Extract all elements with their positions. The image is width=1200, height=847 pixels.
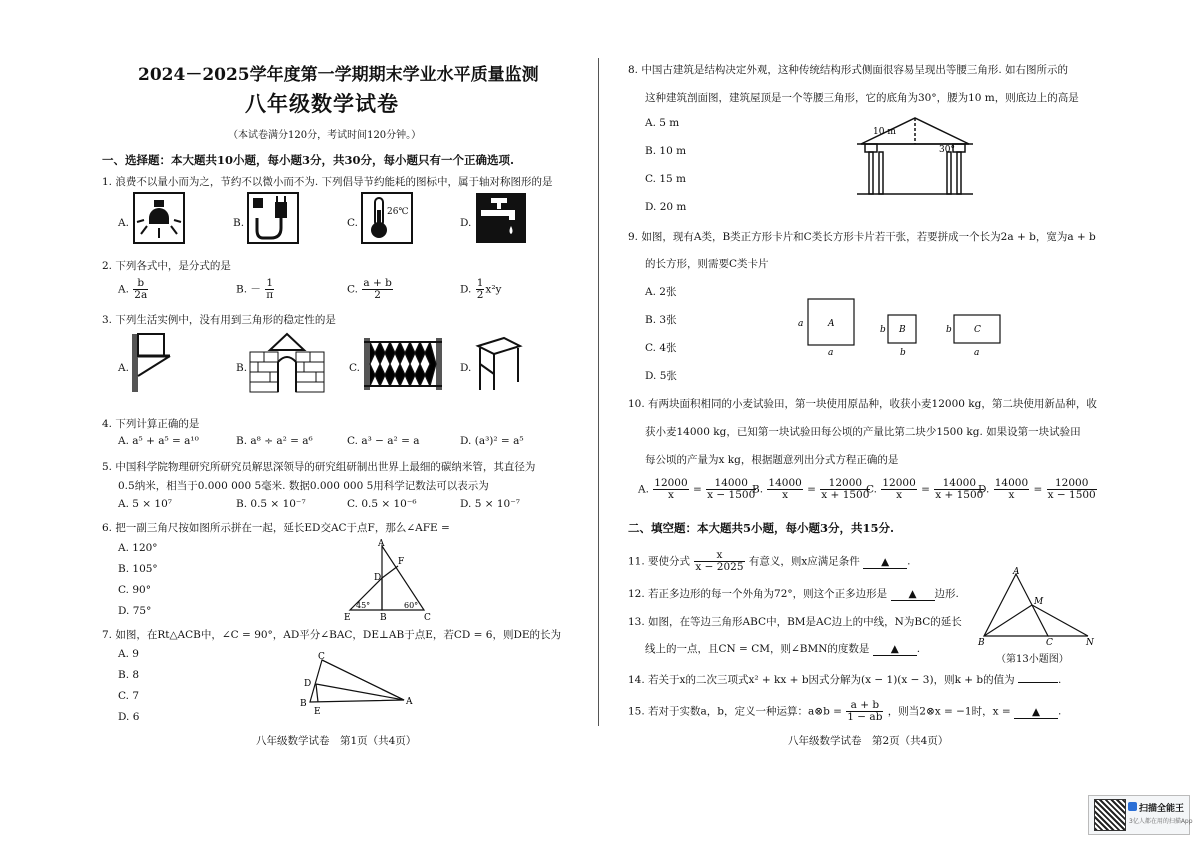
q8-option-b: B. 10 m bbox=[645, 145, 687, 157]
q7-option-c: C. 7 bbox=[118, 690, 140, 702]
q10-option-b: B. $\frac{14000}{x}$ = $\frac{12000}{x + 1500}$ bbox=[752, 477, 870, 502]
q5-option-b: B. 0.5 × 10⁻⁷ bbox=[236, 498, 306, 510]
q10-option-d: D. $\frac{14000}{x}$ = $\frac{12000}{x - 1500}$ bbox=[978, 477, 1096, 502]
q4-option-d: D. (a³)² = a⁵ bbox=[460, 435, 524, 447]
section2-heading: 二、填空题：本大题共5小题，每小题3分，共15分. bbox=[628, 521, 895, 535]
q9-a-side: a bbox=[798, 319, 804, 329]
q3-label-d: D. bbox=[460, 362, 472, 374]
q9-cards-figure bbox=[796, 295, 1016, 361]
q9-card-c: C bbox=[974, 325, 981, 335]
q13-line2: 线上的一点，且CN = CM，则∠BMN的度数是 ▲ . bbox=[645, 643, 921, 655]
q11: 11. 要使分式 $\frac{x}{x - 2025}$ 有意义，则x应满足条件 ▲ . bbox=[628, 549, 911, 574]
q10-line3: 每公顷的产量为x kg，根据题意列出分式方程正确的是 bbox=[645, 454, 899, 466]
q1-label-d: D. bbox=[460, 217, 472, 229]
q6-angle-60: 60° bbox=[404, 601, 419, 610]
q5-option-c: C. 0.5 × 10⁻⁶ bbox=[347, 498, 417, 510]
faucet-icon bbox=[475, 192, 527, 244]
lightbulb-icon bbox=[133, 192, 185, 244]
q6-triangle-figure bbox=[340, 538, 440, 622]
q8-option-a: A. 5 m bbox=[645, 117, 680, 129]
watermark-brand: 扫描全能王 bbox=[1139, 804, 1185, 814]
q10-option-c: C. $\frac{12000}{x}$ = $\frac{14000}{x + 1500}$ bbox=[866, 477, 984, 502]
plug-icon bbox=[247, 192, 299, 244]
q8-building-figure bbox=[855, 112, 975, 198]
q7-triangle-figure bbox=[292, 650, 422, 720]
q3-label-b: B. bbox=[236, 362, 248, 374]
q12: 12. 若正多边形的每一个外角为72°，则这个正多边形是 ▲ 边形. bbox=[628, 588, 959, 600]
q2-stem: 2. 下列各式中，是分式的是 bbox=[102, 260, 231, 272]
q3-stem: 3. 下列生活实例中，没有用到三角形的稳定性的是 bbox=[102, 314, 336, 326]
q9-c-side: b bbox=[946, 325, 952, 335]
q13-label-n: N bbox=[1086, 638, 1094, 646]
q6-label-b: B bbox=[380, 613, 387, 622]
q6-label-a: A bbox=[378, 539, 385, 549]
q3-label-a: A. bbox=[118, 362, 129, 374]
q1-temp-label: 26℃ bbox=[387, 207, 409, 217]
brick-gate-figure bbox=[248, 332, 326, 394]
page-divider bbox=[598, 58, 599, 726]
section1-heading: 一、选择题：本大题共10小题，每小题3分，共30分，每小题只有一个正确选项. bbox=[102, 153, 515, 167]
q9-card-a: A bbox=[828, 319, 835, 329]
q5-option-d: D. 5 × 10⁻⁷ bbox=[460, 498, 520, 510]
q9-c-bottom: a bbox=[974, 348, 980, 358]
q6-option-b: B. 105° bbox=[118, 563, 158, 575]
q3-label-c: C. bbox=[349, 362, 360, 374]
qr-code-icon bbox=[1094, 799, 1126, 831]
q5-line2: 0.5纳米，相当于0.000 000 5毫米. 数据0.000 000 5用科学记数法可以表示为 bbox=[118, 480, 489, 492]
q8-line1: 8. 中国古建筑是结构决定外观，这种传统结构形式侧面很容易呈现出等腰三角形. 如右图所示的 bbox=[628, 64, 1069, 76]
q4-option-c: C. a³ − a² = a bbox=[347, 435, 420, 447]
q14: 14. 若关于x的二次三项式x² + kx + b因式分解为(x − 1)(x − 3)，则k + b的值为 . bbox=[628, 674, 1062, 686]
q6-label-e: E bbox=[344, 613, 351, 622]
q4-stem: 4. 下列计算正确的是 bbox=[102, 418, 200, 430]
q10-option-a: A. $\frac{12000}{x}$ = $\frac{14000}{x - 1500}$ bbox=[638, 477, 756, 502]
q9-a-bottom: a bbox=[828, 348, 834, 358]
q2-option-a: A. $\frac{b}{2a}$ bbox=[118, 277, 148, 302]
q7-label-b: B bbox=[300, 699, 307, 709]
q1-label-c: C. bbox=[347, 217, 358, 229]
q13-label-b: B bbox=[978, 638, 985, 646]
q14-blank bbox=[1018, 682, 1058, 683]
q8-angle-label: 30° bbox=[939, 145, 955, 155]
q6-label-c: C bbox=[424, 613, 431, 622]
q4-option-a: A. a⁵ + a⁵ = a¹⁰ bbox=[118, 435, 199, 447]
q13-line1: 13. 如图，在等边三角形ABC中，BM是AC边上的中线，N为BC的延长 bbox=[628, 616, 962, 628]
q8-option-c: C. 15 m bbox=[645, 173, 686, 185]
footer-right: 八年级数学试卷 第2页（共4页） bbox=[788, 735, 949, 747]
scanner-logo-icon bbox=[1128, 802, 1137, 811]
q9-option-b: B. 3张 bbox=[645, 314, 677, 326]
q9-option-c: C. 4张 bbox=[645, 342, 677, 354]
q13-blank: ▲ bbox=[873, 643, 917, 656]
q6-option-c: C. 90° bbox=[118, 584, 151, 596]
q13-triangle-figure bbox=[976, 566, 1096, 646]
q2-option-d: D. $\frac{1}{2}$ x²y bbox=[460, 277, 502, 302]
q9-option-a: A. 2张 bbox=[645, 286, 677, 298]
q8-option-d: D. 20 m bbox=[645, 201, 687, 213]
q12-blank: ▲ bbox=[891, 588, 935, 601]
q7-label-c: C bbox=[318, 652, 325, 662]
q6-option-a: A. 120° bbox=[118, 542, 158, 554]
q9-card-b: B bbox=[899, 325, 906, 335]
exam-note: （本试卷满分120分，考试时间120分钟。） bbox=[228, 130, 422, 141]
exam-title: 2024－2025学年度第一学期期末学业水平质量监测 bbox=[138, 65, 539, 85]
q6-label-d: D bbox=[374, 573, 382, 583]
q7-label-a: A bbox=[406, 697, 413, 707]
q1-label-b: B. bbox=[233, 217, 245, 229]
q11-blank: ▲ bbox=[863, 556, 907, 569]
q9-b-bottom: b bbox=[900, 348, 906, 358]
q6-option-d: D. 75° bbox=[118, 605, 152, 617]
q13-label-m: M bbox=[1034, 597, 1044, 607]
folding-gate-figure bbox=[362, 334, 444, 392]
q9-b-side: b bbox=[880, 325, 886, 335]
q13-label-a: A bbox=[1013, 567, 1020, 577]
q15: 15. 若对于实数a，b，定义一种运算：a⊗b = $\frac{a + b}{1 - ab}$ ，则当2⊗x = −1时，x = ▲ . bbox=[628, 699, 1062, 724]
q7-option-a: A. 9 bbox=[118, 648, 139, 660]
q8-line2: 这种建筑剖面图，建筑屋顶是一个等腰三角形，它的底角为30°，腰为10 m，则底边上的高是 bbox=[645, 92, 1079, 104]
exam-subtitle: 八年级数学试卷 bbox=[245, 91, 399, 116]
q9-option-d: D. 5张 bbox=[645, 370, 677, 382]
q7-option-b: B. 8 bbox=[118, 669, 140, 681]
q7-label-e: E bbox=[314, 707, 321, 717]
q2-option-c: C. $\frac{a + b}{2}$ bbox=[347, 277, 392, 302]
q5-option-a: A. 5 × 10⁷ bbox=[118, 498, 172, 510]
wall-shelf-figure bbox=[130, 332, 180, 394]
q7-stem: 7. 如图，在Rt△ACB中，∠C = 90°，AD平分∠BAC，DE⊥AB于点E，若CD = 6，则DE的长为 bbox=[102, 629, 562, 641]
q4-option-b: B. a⁸ ÷ a² = a⁶ bbox=[236, 435, 313, 447]
q6-stem: 6. 把一副三角尺按如图所示拼在一起，延长ED交AC于点F，那么∠AFE = bbox=[102, 522, 450, 534]
q13-label-c: C bbox=[1046, 638, 1053, 646]
q9-line2: 的长方形，则需要C类卡片 bbox=[645, 258, 769, 270]
q5-line1: 5. 中国科学院物理研究所研究员解思深领导的研究组研制出世界上最细的碳纳米管，其直径为 bbox=[102, 461, 536, 473]
q7-option-d: D. 6 bbox=[118, 711, 140, 723]
q9-line1: 9. 如图，现有A类，B类正方形卡片和C类长方形卡片若干张，若要拼成一个长为2a + b，宽为a + b bbox=[628, 231, 1096, 243]
q10-line2: 获小麦14000 kg，已知第一块试验田每公顷的产量比第二块少1500 kg. 如果设第一块试验田 bbox=[645, 426, 1081, 438]
q15-blank: ▲ bbox=[1014, 706, 1058, 719]
table-figure bbox=[474, 334, 524, 392]
q6-angle-45: 45° bbox=[356, 601, 371, 610]
q7-label-d: D bbox=[304, 679, 312, 689]
footer-left: 八年级数学试卷 第1页（共4页） bbox=[256, 735, 417, 747]
q6-label-f: F bbox=[398, 557, 405, 567]
q8-length-label: 10 m bbox=[873, 127, 896, 137]
q13-caption: （第13小题图） bbox=[996, 654, 1069, 665]
thermometer-icon bbox=[361, 192, 413, 244]
q10-line1: 10. 有两块面积相同的小麦试验田，第一块使用原品种，收获小麦12000 kg，第二块使用新品种，收 bbox=[628, 398, 1097, 410]
q1-stem: 1. 浪费不以量小而为之，节约不以微小而不为. 下列倡导节约能耗的图标中，属于轴对称图形的是 bbox=[102, 176, 553, 188]
q1-label-a: A. bbox=[118, 217, 129, 229]
watermark-sub: 3亿人都在用的扫描App bbox=[1129, 818, 1193, 825]
q2-option-b: B. － $\frac{1}{\pi}$ bbox=[236, 277, 274, 302]
